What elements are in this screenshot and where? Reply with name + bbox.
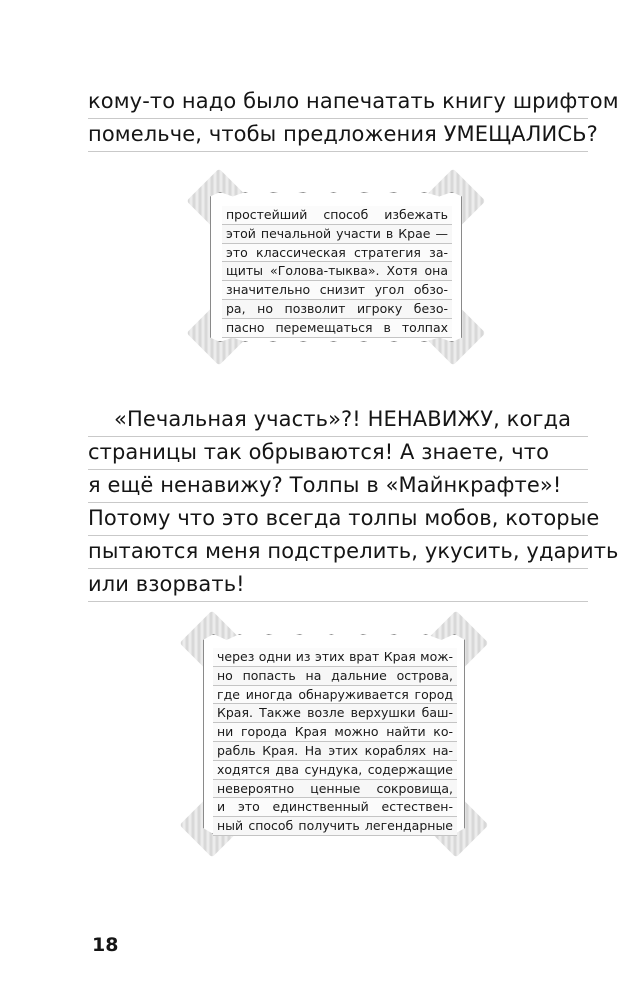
text-line: я ещё ненавижу? Толпы в «Майнкрафте»! <box>88 470 588 503</box>
text-line: «Печальная участь»?! НЕНАВИЖУ, когда <box>88 404 588 437</box>
paragraph-middle <box>88 404 619 602</box>
clipping-text <box>222 206 452 338</box>
clipping-line: через одни из этих врат Края мож- <box>213 648 457 667</box>
clipping-line: где иногда обнаруживается город <box>213 686 457 705</box>
clipping-line: ра, но позволит игроку безо- <box>222 300 452 319</box>
clipping-line: Края. Также возле верхушки баш- <box>213 704 457 723</box>
clipping-line: ни города Края можно найти ко- <box>213 723 457 742</box>
text-line: или взорвать! <box>88 569 588 602</box>
clipping-text <box>213 648 457 836</box>
text-line: страницы так обрываются! А знаете, что <box>88 437 588 470</box>
clipping-line: значительно снизит угол обзо- <box>222 281 452 300</box>
clipping-line: ный способ получить легендарные <box>213 817 457 836</box>
paragraph-top <box>88 86 619 152</box>
page-number: 18 <box>92 934 119 956</box>
clipping-line: невероятно ценные сокровища, <box>213 780 457 799</box>
text-line: кому-то надо было напечатать книгу шрифтом <box>88 86 588 119</box>
clipping-line: и это единственный естествен- <box>213 798 457 817</box>
clipping-line: щиты «Голова-тыква». Хотя она <box>222 262 452 281</box>
clipping-line: пасно перемещаться в толпах <box>222 319 452 338</box>
clipping-line: это классическая стратегия за- <box>222 244 452 263</box>
text-line: пытаются меня подстрелить, укусить, ударить <box>88 536 588 569</box>
clipping-line: но попасть на дальние острова, <box>213 667 457 686</box>
torn-clipping-2 <box>203 634 465 834</box>
clipping-line: ходятся два сундука, содержащие <box>213 761 457 780</box>
clipping-line: рабль Края. На этих кораблях на- <box>213 742 457 761</box>
text-line: Потому что это всегда толпы мобов, которые <box>88 503 588 536</box>
torn-clipping-1 <box>210 192 462 342</box>
clipping-line: этой печальной участи в Крае — <box>222 225 452 244</box>
text-line: помельче, чтобы предложения УМЕЩАЛИСЬ? <box>88 119 588 152</box>
clipping-line: простейший способ избежать <box>222 206 452 225</box>
